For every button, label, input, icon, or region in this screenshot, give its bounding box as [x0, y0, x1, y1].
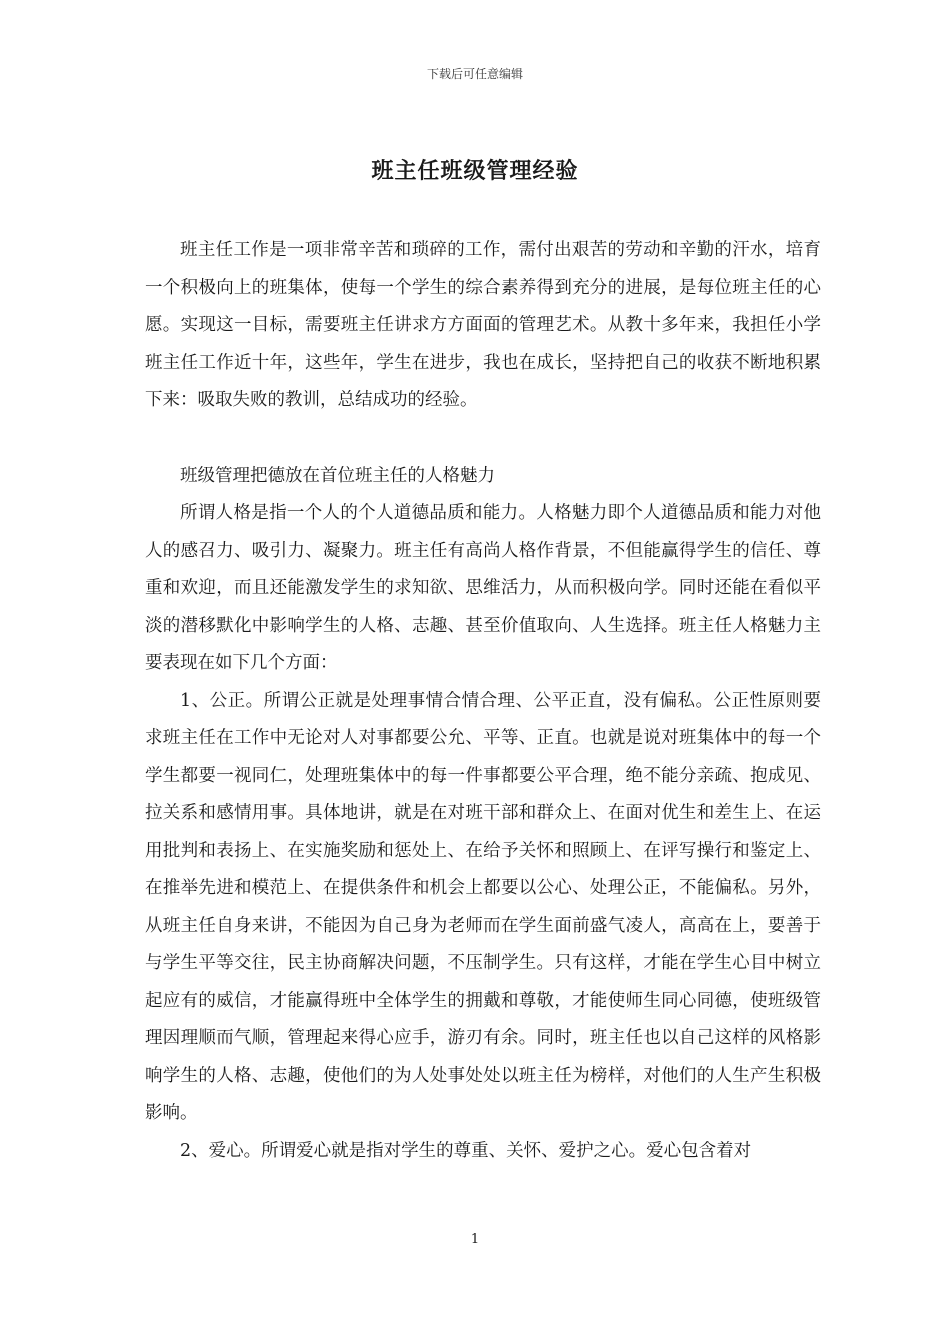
section-heading: 班级管理把德放在首位班主任的人格魅力: [180, 465, 495, 486]
page-header: 下载后可任意编辑: [426, 67, 523, 81]
body-paragraph: 所谓人格是指一个人的个人道德品质和能力。人格魅力即个人道德品质和能力对他人的感召力、吸引力、凝聚力。班主任有高尚人格作背景，不但能赢得学生的信任、尊重和欢迎，而且还能激发学生的求知欲、思维活力，从而积极向学。同时还能在看似平淡的潜移默化中影响学生的人格、志趣、甚至价值取向、人生选择。班主任人格魅力主要表现在如下几个方面：: [145, 503, 821, 673]
body-paragraph: 2、爱心。所谓爱心就是指对学生的尊重、关怀、爱护之心。爱心包含着对: [180, 1140, 752, 1161]
paragraph-spacer: [145, 420, 821, 458]
page-number: 1: [470, 1232, 480, 1247]
body-paragraph: 1、公正。所谓公正就是处理事情合情合理、公平正直，没有偏私。公正性原则要求班主任在工作中无论对人对事都要公允、平等、正直。也就是说对班集体中的每一个学生都要一视同仁，处理班集体中的每一件事都要公平合理，绝不能分亲疏、抱成见、拉关系和感情用事。具体地讲，就是在对班干部和群众上、在面对优生和差生上、在运用批判和表扬上、在实施奖励和惩处上、在给予关怀和照顾上、在评写操行和鉴定上、在推举先进和模范上、在提供条件和机会上都要以公心、处理公正，不能偏私。另外，从班主任自身来讲，不能因为自己身为老师而在学生面前盛气凌人，高高在上，要善于与学生平等交往，民主协商解决问题，不压制学生。只有这样，才能在学生心目中树立起应有的威信，才能赢得班中全体学生的拥戴和尊敬，才能使师生同心同德，使班级管理因理顺而气顺，管理起来得心应手，游刃有余。同时，班主任也以自己这样的风格影响学生的人格、志趣，使他们的为人处事处处以班主任为榜样，对他们的人生产生积极影响。: [145, 690, 821, 1123]
document-title: 班主任班级管理经验: [371, 158, 579, 184]
intro-paragraph: 班主任工作是一项非常辛苦和琐碎的工作，需付出艰苦的劳动和辛勤的汗水，培育一个积极向上的班集体，使每一个学生的综合素养得到充分的进展，是每位班主任的心愿。实现这一目标，需要班主任讲求方方面面的管理艺术。从教十多年来，我担任小学班主任工作近十年，这些年，学生在进步，我也在成长，坚持把自己的收获不断地积累下来：吸取失败的教训，总结成功的经验。: [145, 240, 821, 410]
document-body: [145, 232, 821, 1170]
